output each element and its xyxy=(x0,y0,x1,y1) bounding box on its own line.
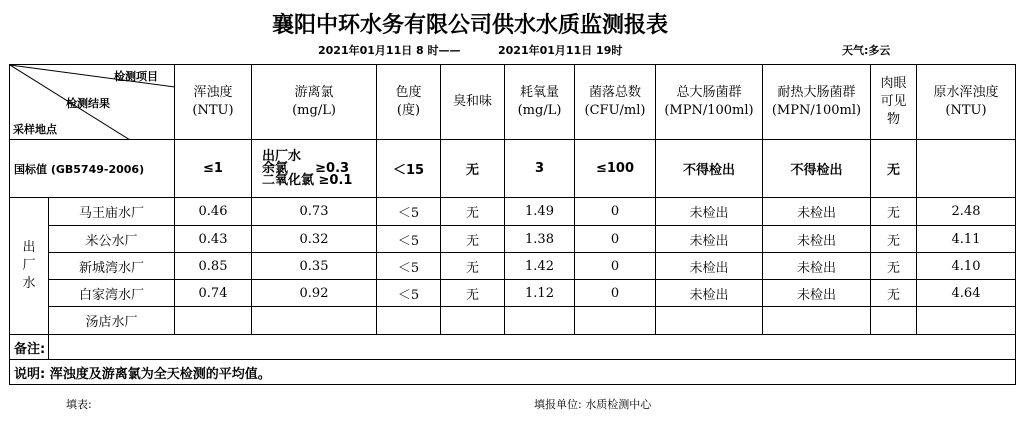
plant-name: 新城湾水厂 xyxy=(49,253,175,280)
standard-row xyxy=(10,140,1016,198)
header-thermo-coliform: 耐热大肠菌群 (MPN/100ml) xyxy=(763,65,871,140)
table-row xyxy=(10,280,1016,307)
note-text: 说明: 浑浊度及游离氯为全天检测的平均值。 xyxy=(10,360,1016,385)
cell-oxygen xyxy=(505,307,575,335)
standard-color: ＜15 xyxy=(377,140,441,198)
header-raw-turbidity: 原水浑浊度 (NTU) xyxy=(917,65,1016,140)
header-colony: 菌落总数 (CFU/ml) xyxy=(575,65,656,140)
cell-turbidity: 0.85 xyxy=(175,253,252,280)
cell-visible: 无 xyxy=(871,253,917,280)
cell-odor: 无 xyxy=(441,226,505,253)
group-label: 出 厂 水 xyxy=(10,198,49,335)
cell-coliform: 未检出 xyxy=(656,198,763,226)
cell-colony: 0 xyxy=(575,253,656,280)
cell-raw: 4.64 xyxy=(917,280,1016,307)
remark-value xyxy=(49,335,1016,360)
cell-odor xyxy=(441,307,505,335)
date-end: 2021年01月11日 19时 xyxy=(498,44,623,57)
weather: 天气:多云 xyxy=(842,44,891,57)
standard-thermo: 不得检出 xyxy=(763,140,871,198)
standard-raw xyxy=(917,140,1016,198)
cell-thermo xyxy=(763,307,871,335)
report-table xyxy=(9,64,1016,385)
plant-name: 汤店水厂 xyxy=(49,307,175,335)
date-start: 2021年01月11日 8 时—— xyxy=(318,44,461,57)
unit-label: 填报单位: 水质检测中心 xyxy=(534,398,652,411)
cell-visible: 无 xyxy=(871,226,917,253)
cell-turbidity xyxy=(175,307,252,335)
header-odor: 臭和味 xyxy=(441,65,505,140)
standard-visible: 无 xyxy=(871,140,917,198)
cell-oxygen: 1.42 xyxy=(505,253,575,280)
cell-odor: 无 xyxy=(441,253,505,280)
table-row xyxy=(10,307,1016,335)
cell-raw: 2.48 xyxy=(917,198,1016,226)
cell-coliform: 未检出 xyxy=(656,253,763,280)
cell-colony: 0 xyxy=(575,226,656,253)
cell-raw xyxy=(917,307,1016,335)
standard-oxygen: 3 xyxy=(505,140,575,198)
filler-label: 填表: xyxy=(66,398,92,411)
header-visible: 肉眼 可见 物 xyxy=(871,65,917,140)
cell-visible: 无 xyxy=(871,198,917,226)
cell-coliform xyxy=(656,307,763,335)
cell-thermo: 未检出 xyxy=(763,280,871,307)
cell-color: ＜5 xyxy=(377,226,441,253)
cell-color xyxy=(377,307,441,335)
cell-turbidity: 0.74 xyxy=(175,280,252,307)
note-row xyxy=(10,360,1016,385)
cell-chlorine xyxy=(252,307,377,335)
cell-visible: 无 xyxy=(871,280,917,307)
header-turbidity: 浑浊度 (NTU) xyxy=(175,65,252,140)
cell-chlorine: 0.32 xyxy=(252,226,377,253)
standard-label: 国标值 (GB5749-2006) xyxy=(10,140,175,198)
cell-coliform: 未检出 xyxy=(656,226,763,253)
cell-color: ＜5 xyxy=(377,198,441,226)
standard-chlorine: 出厂水 余氯 ≥0.3 二氧化氯 ≥0.1 xyxy=(252,140,377,198)
cell-color: ＜5 xyxy=(377,253,441,280)
standard-coliform: 不得检出 xyxy=(656,140,763,198)
standard-colony: ≤100 xyxy=(575,140,656,198)
cell-odor: 无 xyxy=(441,198,505,226)
corner-result-label: 检测结果 xyxy=(66,97,110,110)
header-color: 色度 (度) xyxy=(377,65,441,140)
cell-oxygen: 1.38 xyxy=(505,226,575,253)
table-row xyxy=(10,226,1016,253)
cell-turbidity: 0.46 xyxy=(175,198,252,226)
remark-label: 备注: xyxy=(10,335,49,360)
cell-chlorine: 0.35 xyxy=(252,253,377,280)
corner-item-label: 检测项目 xyxy=(114,70,158,83)
cell-thermo: 未检出 xyxy=(763,253,871,280)
remark-row xyxy=(10,335,1016,360)
header-coliform: 总大肠菌群 (MPN/100ml) xyxy=(656,65,763,140)
diagonal-header-cell xyxy=(10,65,175,140)
header-row xyxy=(10,65,1016,140)
cell-turbidity: 0.43 xyxy=(175,226,252,253)
table-row xyxy=(10,253,1016,280)
plant-name: 白家湾水厂 xyxy=(49,280,175,307)
cell-visible xyxy=(871,307,917,335)
cell-oxygen: 1.49 xyxy=(505,198,575,226)
cell-colony: 0 xyxy=(575,280,656,307)
cell-odor: 无 xyxy=(441,280,505,307)
cell-oxygen: 1.12 xyxy=(505,280,575,307)
cell-thermo: 未检出 xyxy=(763,198,871,226)
cell-raw: 4.11 xyxy=(917,226,1016,253)
cell-chlorine: 0.92 xyxy=(252,280,377,307)
plant-name: 米公水厂 xyxy=(49,226,175,253)
cell-thermo: 未检出 xyxy=(763,226,871,253)
plant-name: 马王庙水厂 xyxy=(49,198,175,226)
cell-coliform: 未检出 xyxy=(656,280,763,307)
header-oxygen: 耗氧量 (mg/L) xyxy=(505,65,575,140)
cell-raw: 4.10 xyxy=(917,253,1016,280)
cell-color: ＜5 xyxy=(377,280,441,307)
table-row xyxy=(10,198,1016,226)
report-title: 襄阳中环水务有限公司供水水质监测报表 xyxy=(271,12,668,38)
standard-odor: 无 xyxy=(441,140,505,198)
cell-colony: 0 xyxy=(575,198,656,226)
cell-colony xyxy=(575,307,656,335)
cell-chlorine: 0.73 xyxy=(252,198,377,226)
standard-turbidity: ≤1 xyxy=(175,140,252,198)
corner-site-label: 采样地点 xyxy=(13,123,57,136)
header-free-chlorine: 游离氯 (mg/L) xyxy=(252,65,377,140)
